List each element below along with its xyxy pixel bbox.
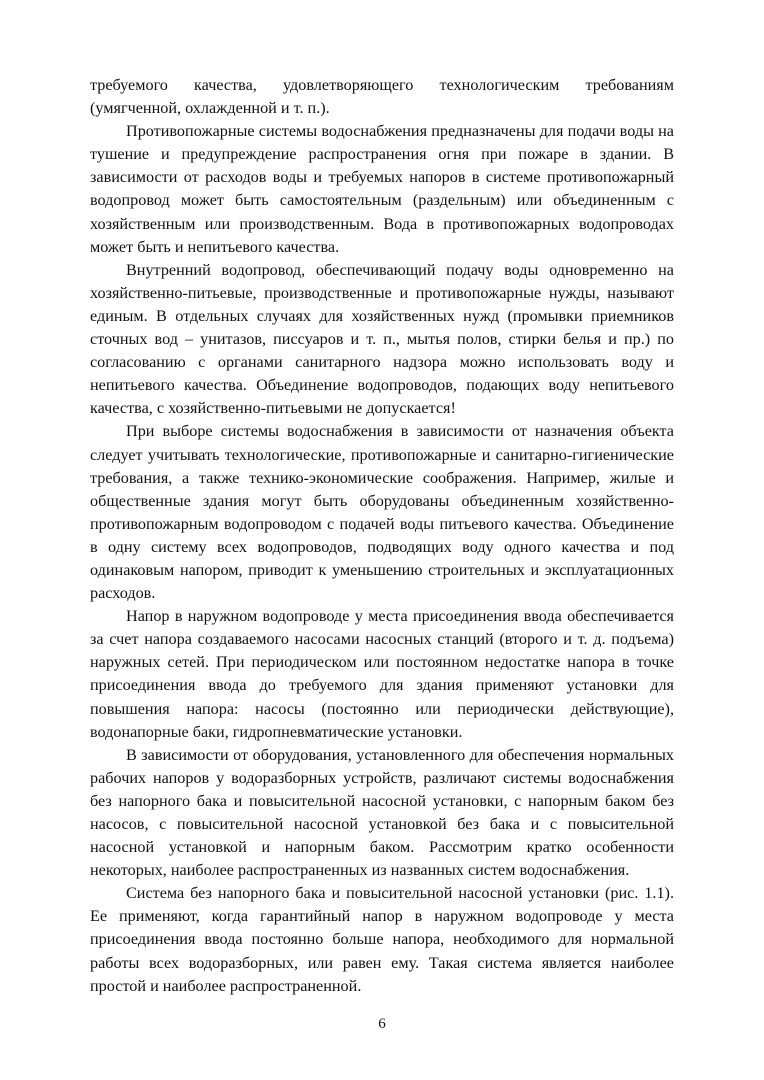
- paragraph-system-selection: При выборе системы водоснабжения в зависимости от назначения объекта следует учитывать технологические, противопожарные и санитарно-гигиенические требования, а также технико-экономические соображения. Например, жилые и общественные здания могут быть оборудованы объединенным хозяйственно-противопожарным водопроводом с подачей воды питьевого качества. Объединение в одну систему всех водопроводов, подводящих воду одного качества и под одинаковым напором, приводит к уменьшению строительных и эксплуатационных расходов.: [90, 422, 674, 603]
- paragraph-fire-systems: Противопожарные системы водоснабжения предназначены для подачи воды на тушение и предупреждение распространения огня при пожаре в здании. В зависимости от расходов воды и требуемых напоров в системе противопожарный водопровод может быть самостоятельным (раздельным) или объединенным с хозяйственным или производственным. Вода в противопожарных водопроводах может быть и непитьевого качества.: [90, 122, 674, 256]
- paragraph-continuation: требуемого качества, удовлетворяющего технологическим требованиям (умягченной, охлажденной и т. п.).: [90, 76, 674, 118]
- paragraph-unified-water-supply: Внутренний водопровод, обеспечивающий подачу воды одновременно на хозяйственно-питьевые, производственные и противопожарные нужды, называют единым. В отдельных случаях для хозяйственных нужд (промывки приемников сточных вод – унитазов, писсуаров и т. п., мытья полов, стирки белья и пр.) по согласованию с органами санитарного надзора можно использовать воду и непитьевого качества. Объединение водопроводов, подающих воду непитьевого качества, с хозяйственно-питьевыми не допускается!: [90, 260, 674, 418]
- page-number: 6: [378, 1016, 386, 1032]
- paragraph-simple-system: Система без напорного бака и повысительной насосной установки (рис. 1.1). Ее применяют, когда гарантийный напор в наружном водопроводе у места присоединения ввода постоянно больше напора, необходимого для нормальной работы всех водоразборных, или равен ему. Такая система является наиболее простой и наиболее распространенной.: [90, 884, 674, 995]
- paragraph-pressure: Напор в наружном водопроводе у места присоединения ввода обеспечивается за счет напора создаваемого насосами насосных станций (второго и т. д. подъема) наружных сетей. При периодическом или постоянном недостатке напора в точке присоединения ввода до требуемого для здания применяют установки для повышения напора: насосы (постоянно или периодически действующие), водонапорные баки, гидропневматические установки.: [90, 607, 674, 741]
- document-body: [90, 74, 674, 998]
- paragraph-system-types: В зависимости от оборудования, установленного для обеспечения нормальных рабочих напоров у водоразборных устройств, различают системы водоснабжения без напорного бака и повысительной насосной установки, с напорным баком без насосов, с повысительной насосной установкой без бака и с повысительной насосной установкой и напорным баком. Рассмотрим кратко особенности некоторых, наиболее распространенных из названных систем водоснабжения.: [90, 745, 674, 880]
